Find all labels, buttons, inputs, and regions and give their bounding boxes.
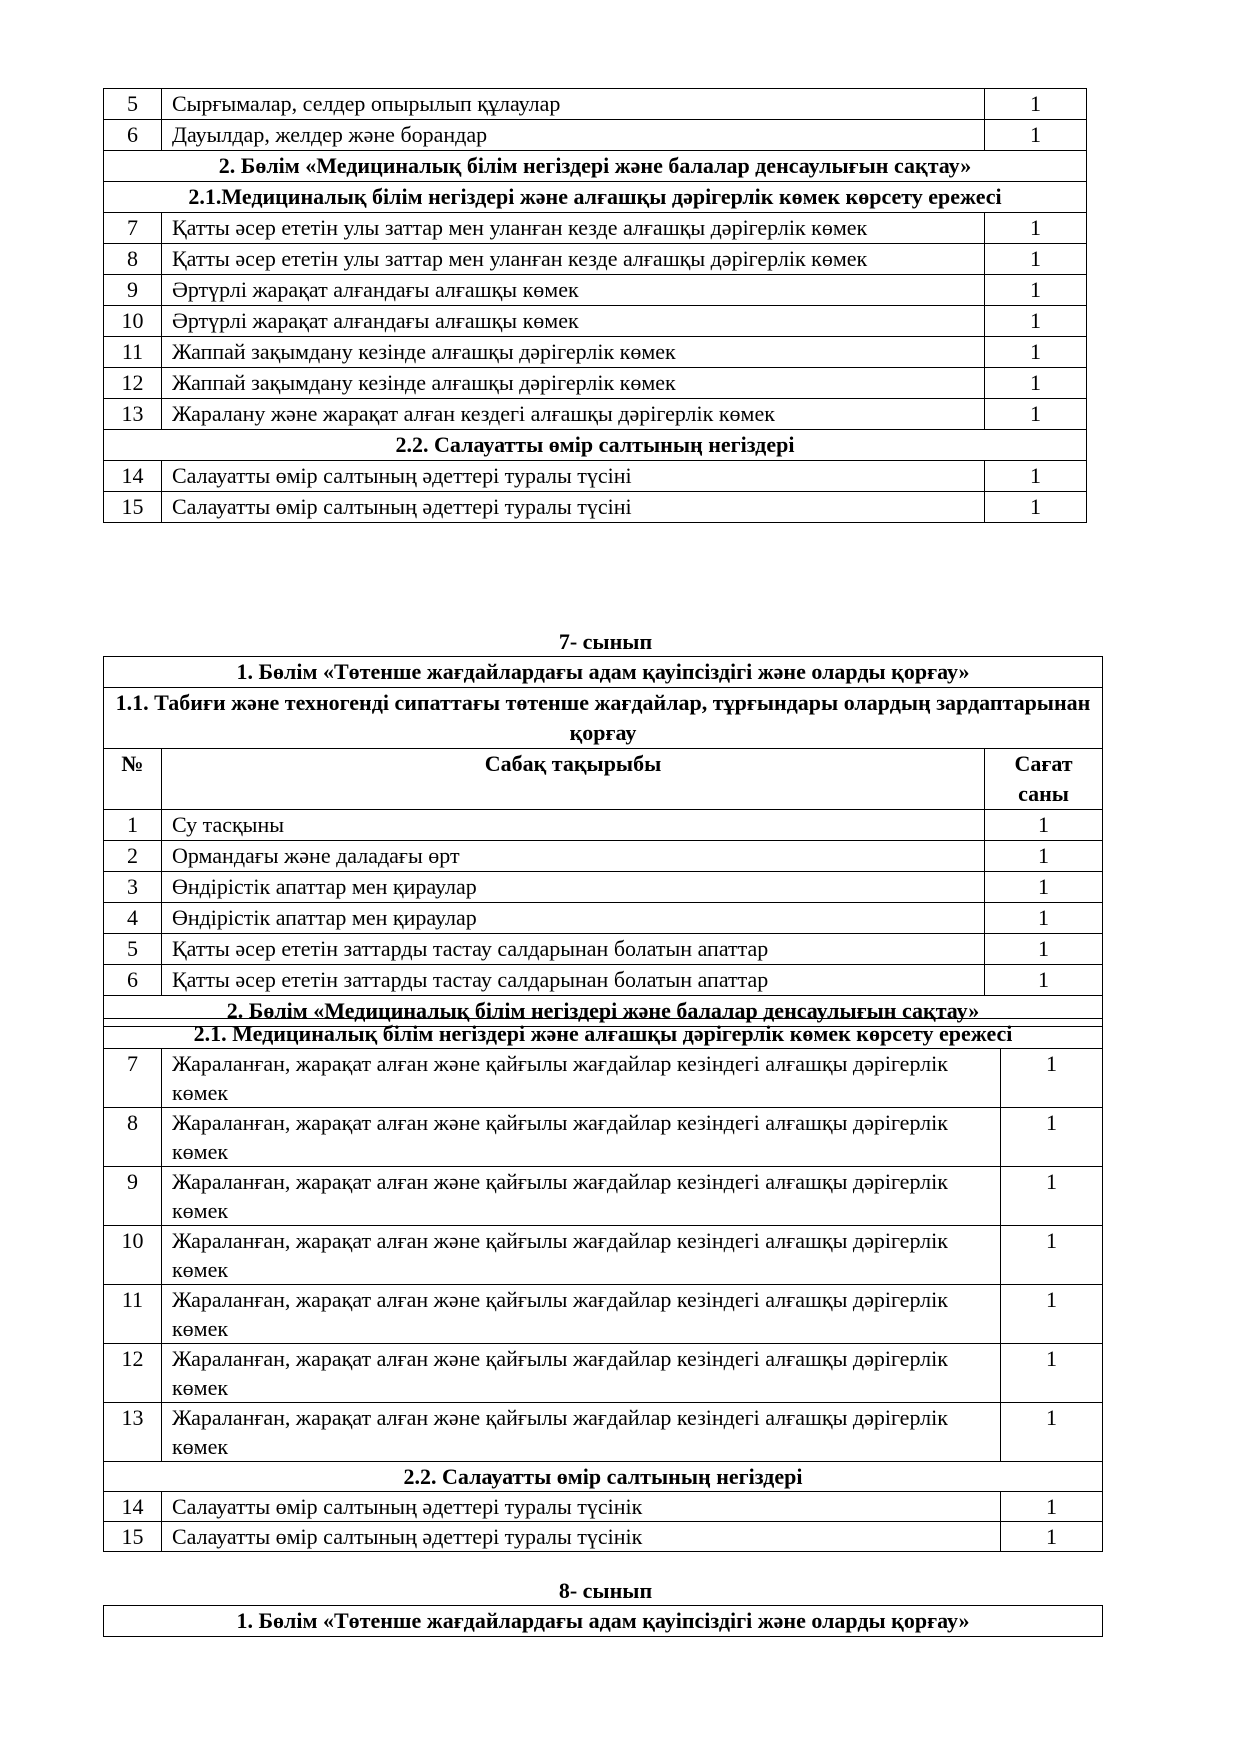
lesson-number: 12 (104, 368, 162, 399)
lesson-topic: Қатты әсер ететін улы заттар мен уланған кезде алғашқы дәрігерлік көмек (161, 213, 984, 244)
table-row (104, 810, 1103, 841)
lesson-number: 7 (104, 1049, 162, 1108)
table-header-row (104, 749, 1103, 810)
lesson-topic: Салауатты өмір салтының әдеттері туралы түсінік (161, 1492, 1000, 1522)
table-row (104, 244, 1087, 275)
lesson-topic: Жаппай зақымдану кезінде алғашқы дәрігерлік көмек (161, 368, 984, 399)
table-row (104, 337, 1087, 368)
lesson-topic: Салауатты өмір салтының әдеттері туралы түсінік (161, 1522, 1000, 1552)
section-heading-row (104, 1606, 1103, 1637)
lesson-hours: 1 (1001, 1403, 1103, 1462)
lesson-topic: Қатты әсер ететін заттарды тастау салдарынан болатын апаттар (161, 934, 984, 965)
lesson-topic: Салауатты өмір салтының әдеттері туралы түсіні (161, 492, 984, 523)
lesson-hours: 1 (985, 934, 1103, 965)
lesson-topic: Жараланған, жарақат алған және қайғылы жағдайлар кезіндегі алғашқы дәрігерлік көмек (161, 1108, 1000, 1167)
section-heading-row (104, 657, 1103, 688)
table-row (104, 492, 1087, 523)
lesson-topic: Жараланған, жарақат алған және қайғылы жағдайлар кезіндегі алғашқы дәрігерлік көмек (161, 1049, 1000, 1108)
lesson-number: 2 (104, 841, 162, 872)
table-row (104, 399, 1087, 430)
lesson-hours: 1 (985, 399, 1087, 430)
lesson-number: 11 (104, 337, 162, 368)
lesson-hours: 1 (1001, 1167, 1103, 1226)
lesson-hours: 1 (985, 872, 1103, 903)
lesson-number: 9 (104, 275, 162, 306)
lesson-number: 10 (104, 1226, 162, 1285)
lesson-hours: 1 (985, 461, 1087, 492)
column-header-number: № (104, 749, 162, 810)
lesson-topic: Әртүрлі жарақат алғандағы алғашқы көмек (161, 306, 984, 337)
lesson-topic: Қатты әсер ететін заттарды тастау салдарынан болатын апаттар (161, 965, 984, 996)
section-heading: 2. Бөлім «Медициналық білім негіздері және балалар денсаулығын сақтау» (104, 996, 1103, 1027)
table-row (104, 965, 1103, 996)
table-row (104, 841, 1103, 872)
section-heading: 2.2. Салауатты өмір салтының негіздері (104, 430, 1087, 461)
table-row (104, 1344, 1103, 1403)
lesson-number: 6 (104, 965, 162, 996)
lesson-hours: 1 (1001, 1522, 1103, 1552)
table-body (104, 1606, 1103, 1637)
grade8-caption: 8- сынып (558, 1578, 653, 1603)
lesson-number: 12 (104, 1344, 162, 1403)
table-row (104, 872, 1103, 903)
lesson-topic: Жараланған, жарақат алған және қайғылы жағдайлар кезіндегі алғашқы дәрігерлік көмек (161, 1167, 1000, 1226)
lesson-number: 13 (104, 1403, 162, 1462)
lesson-table-grade8 (103, 1605, 1103, 1637)
lesson-table-grade6-continued (103, 88, 1087, 523)
table-row (104, 1108, 1103, 1167)
lesson-hours: 1 (985, 89, 1087, 120)
lesson-number: 4 (104, 903, 162, 934)
lesson-number: 5 (104, 934, 162, 965)
table-row (104, 275, 1087, 306)
section-heading-row (104, 151, 1087, 182)
section-heading-row (104, 430, 1087, 461)
lesson-number: 13 (104, 399, 162, 430)
table-row (104, 1285, 1103, 1344)
lesson-hours: 1 (1001, 1285, 1103, 1344)
lesson-number: 5 (104, 89, 162, 120)
table-row (104, 213, 1087, 244)
lesson-hours: 1 (985, 244, 1087, 275)
lesson-topic: Әртүрлі жарақат алғандағы алғашқы көмек (161, 275, 984, 306)
lesson-topic: Өндірістік апаттар мен қираулар (161, 903, 984, 934)
table-row (104, 1167, 1103, 1226)
lesson-number: 9 (104, 1167, 162, 1226)
lesson-topic: Су тасқыны (161, 810, 984, 841)
lesson-number: 15 (104, 1522, 162, 1552)
table-row (104, 306, 1087, 337)
lesson-number: 1 (104, 810, 162, 841)
table-row (104, 368, 1087, 399)
lesson-hours: 1 (985, 810, 1103, 841)
table-row (104, 461, 1087, 492)
lesson-hours: 1 (985, 841, 1103, 872)
lesson-topic: Жараланған, жарақат алған және қайғылы жағдайлар кезіндегі алғашқы дәрігерлік көмек (161, 1403, 1000, 1462)
lesson-table-grade7-medical (103, 1018, 1103, 1552)
section-heading-row (104, 1462, 1103, 1492)
section-heading: 1. Бөлім «Төтенше жағдайлардағы адам қауіпсіздігі және оларды қорғау» (104, 657, 1103, 688)
lesson-number: 7 (104, 213, 162, 244)
lesson-hours: 1 (1001, 1344, 1103, 1403)
lesson-hours: 1 (985, 275, 1087, 306)
lesson-hours: 1 (985, 213, 1087, 244)
lesson-hours: 1 (985, 337, 1087, 368)
section-heading: 2.1. Медициналық білім негіздері және алғашқы дәрігерлік көмек көрсету ережесі (104, 1019, 1103, 1049)
lesson-hours: 1 (1001, 1492, 1103, 1522)
lesson-number: 8 (104, 244, 162, 275)
section-heading-row (104, 1019, 1103, 1049)
table-row (104, 903, 1103, 934)
lesson-hours: 1 (985, 306, 1087, 337)
lesson-hours: 1 (985, 492, 1087, 523)
lesson-number: 8 (104, 1108, 162, 1167)
table-row (104, 1492, 1103, 1522)
lesson-topic: Жаралану және жарақат алған кездегі алғашқы дәрігерлік көмек (161, 399, 984, 430)
table-row (104, 1522, 1103, 1552)
lesson-hours: 1 (1001, 1108, 1103, 1167)
section-heading-row (104, 688, 1103, 749)
lesson-number: 14 (104, 461, 162, 492)
lesson-topic: Қатты әсер ететін улы заттар мен уланған кезде алғашқы дәрігерлік көмек (161, 244, 984, 275)
table-row (104, 120, 1087, 151)
section-heading: 2. Бөлім «Медициналық білім негіздері және балалар денсаулығын сақтау» (104, 151, 1087, 182)
lesson-number: 10 (104, 306, 162, 337)
lesson-number: 14 (104, 1492, 162, 1522)
table-row (104, 934, 1103, 965)
section-heading-row (104, 182, 1087, 213)
lesson-hours: 1 (985, 120, 1087, 151)
lesson-number: 15 (104, 492, 162, 523)
lesson-topic: Жараланған, жарақат алған және қайғылы жағдайлар кезіндегі алғашқы дәрігерлік көмек (161, 1344, 1000, 1403)
lesson-topic: Жараланған, жарақат алған және қайғылы жағдайлар кезіндегі алғашқы дәрігерлік көмек (161, 1285, 1000, 1344)
grade7-caption: 7- сынып (558, 629, 653, 654)
lesson-topic: Салауатты өмір салтының әдеттері туралы түсіні (161, 461, 984, 492)
lesson-number: 3 (104, 872, 162, 903)
table-row (104, 1403, 1103, 1462)
table-body (104, 657, 1103, 1027)
column-header-hours: Сағат саны (985, 749, 1103, 810)
table-body (104, 1019, 1103, 1552)
lesson-hours: 1 (985, 368, 1087, 399)
lesson-topic: Ормандағы және даладағы өрт (161, 841, 984, 872)
lesson-topic: Дауылдар, желдер және борандар (161, 120, 984, 151)
table-body (104, 89, 1087, 523)
section-heading: 1.1. Табиғи және техногенді сипаттағы төтенше жағдайлар, тұрғындары олардың зардаптарынан қорғау (104, 688, 1103, 749)
lesson-topic: Сырғымалар, селдер опырылып құлаулар (161, 89, 984, 120)
lesson-hours: 1 (1001, 1049, 1103, 1108)
section-heading: 1. Бөлім «Төтенше жағдайлардағы адам қауіпсіздігі және оларды қорғау» (104, 1606, 1103, 1637)
lesson-topic: Жаппай зақымдану кезінде алғашқы дәрігерлік көмек (161, 337, 984, 368)
column-header-topic: Сабақ тақырыбы (161, 749, 984, 810)
lesson-hours: 1 (985, 965, 1103, 996)
section-heading: 2.1.Медициналық білім негіздері және алғашқы дәрігерлік көмек көрсету ережесі (104, 182, 1087, 213)
lesson-table-grade7 (103, 656, 1103, 1027)
table-row (104, 89, 1087, 120)
table-row (104, 1226, 1103, 1285)
section-heading: 2.2. Салауатты өмір салтының негіздері (104, 1462, 1103, 1492)
table-row (104, 1049, 1103, 1108)
lesson-hours: 1 (985, 903, 1103, 934)
lesson-number: 11 (104, 1285, 162, 1344)
lesson-hours: 1 (1001, 1226, 1103, 1285)
lesson-number: 6 (104, 120, 162, 151)
lesson-topic: Жараланған, жарақат алған және қайғылы жағдайлар кезіндегі алғашқы дәрігерлік көмек (161, 1226, 1000, 1285)
lesson-topic: Өндірістік апаттар мен қираулар (161, 872, 984, 903)
